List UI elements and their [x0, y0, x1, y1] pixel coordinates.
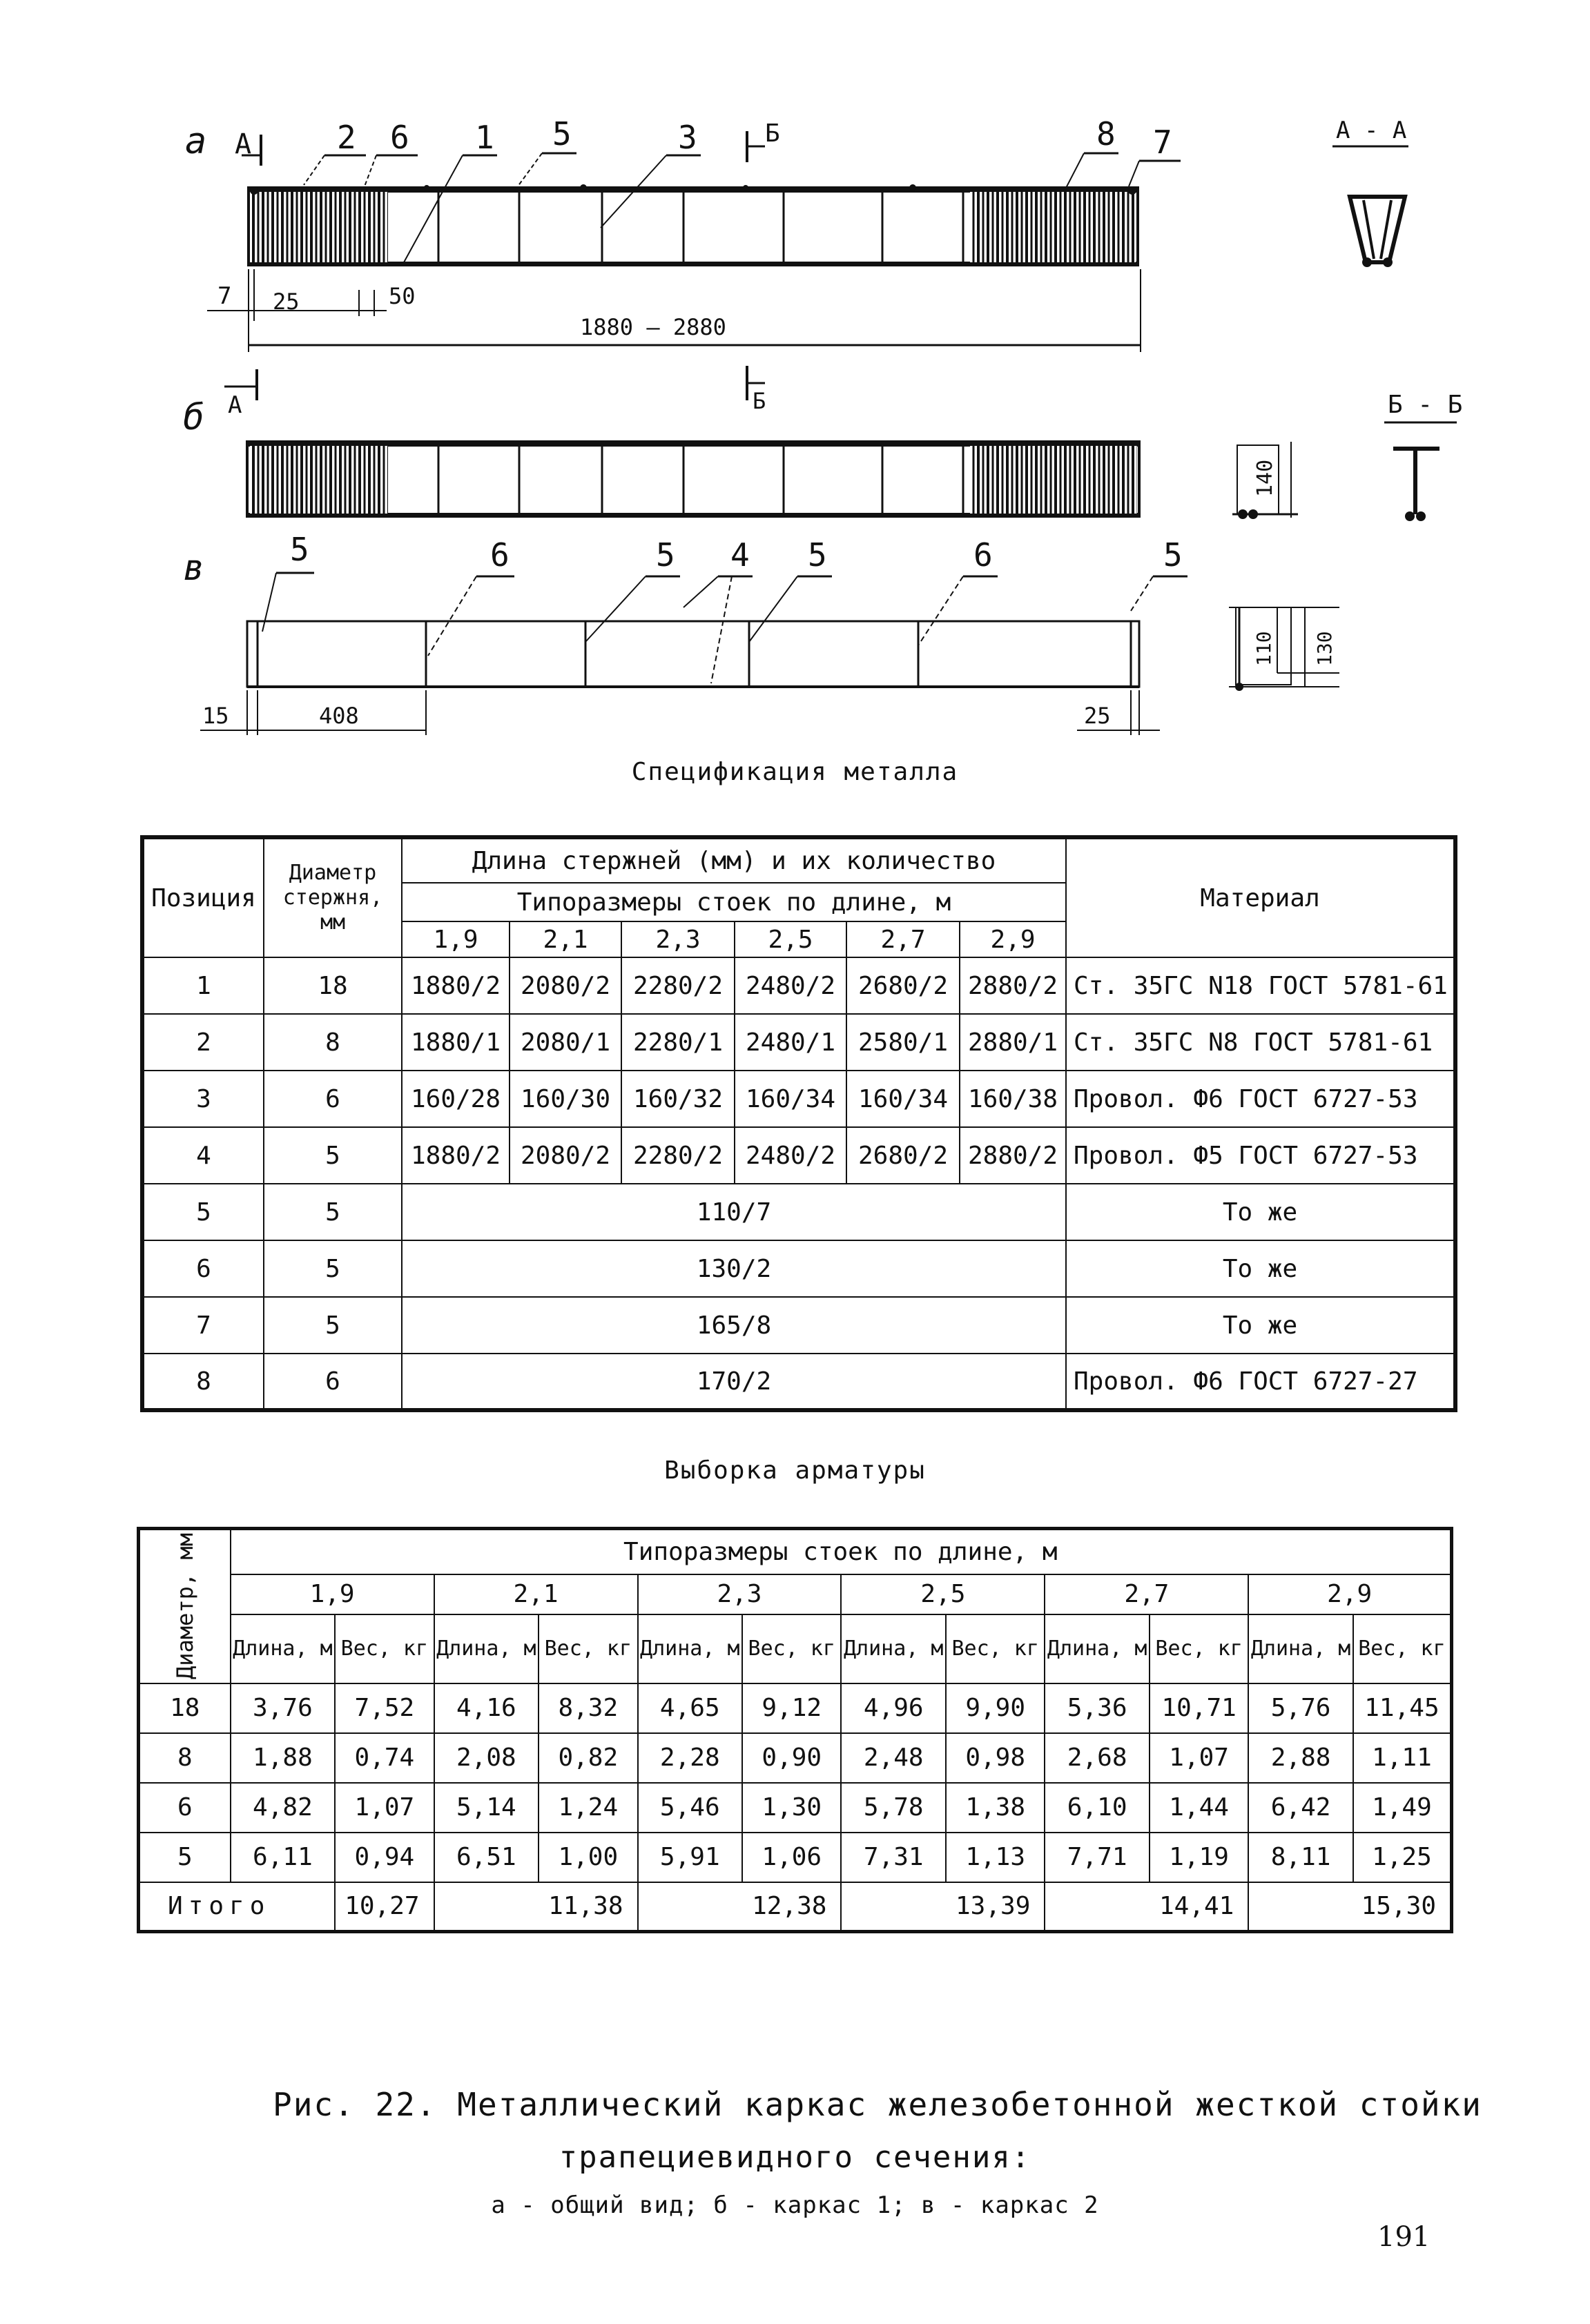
spec-dia: 5 [264, 1297, 402, 1354]
callout-8: 8 [1096, 115, 1116, 153]
spec-head-lengths: Длина стержней (мм) и их количество [402, 837, 1066, 883]
spec-head-sizes: Типоразмеры стоек по длине, м [402, 883, 1066, 921]
rebar-col: 2,5 [841, 1574, 1045, 1614]
rebar-cell: 0,94 [335, 1833, 434, 1882]
rebar-cell: 9,12 [742, 1683, 841, 1733]
table-row [142, 957, 1455, 1014]
rebar-cell: 5,76 [1248, 1683, 1353, 1733]
rebar-cell: 8,11 [1248, 1833, 1353, 1882]
rebar-cell: 6,10 [1045, 1783, 1150, 1833]
dim-length: 1880 — 2880 [580, 314, 726, 340]
table-row [139, 1683, 1452, 1733]
callout-v-4: 4 [730, 536, 750, 574]
spec-pos: 1 [142, 957, 264, 1014]
rebar-wt-head: Вес, кг [742, 1614, 841, 1683]
spec-pos: 2 [142, 1014, 264, 1071]
rebar-cell: 7,52 [335, 1683, 434, 1733]
callout-v-5b: 5 [656, 536, 675, 574]
section-mark-a-b: А [228, 391, 242, 419]
rebar-cell: 5,36 [1045, 1683, 1150, 1733]
section-mark-b-b: Б [753, 388, 766, 414]
rebar-cell: 1,38 [946, 1783, 1045, 1833]
spec-cell: 160/34 [846, 1071, 960, 1127]
spec-dia: 5 [264, 1127, 402, 1184]
spec-cell: 1880/1 [402, 1014, 510, 1071]
rebar-cell: 5,91 [638, 1833, 743, 1882]
rebar-cell: 1,00 [539, 1833, 637, 1882]
spec-material: То же [1066, 1297, 1455, 1354]
view-a [185, 115, 1181, 352]
spec-cell: 2480/2 [735, 957, 846, 1014]
rebar-cell: 11,45 [1353, 1683, 1452, 1733]
view-v-letter: в [183, 547, 205, 589]
rebar-cell: 7,31 [841, 1833, 946, 1882]
spec-material: Ст. 35ГС N18 ГОСТ 5781-61 [1066, 957, 1455, 1014]
rebar-col: 2,1 [434, 1574, 638, 1614]
rebar-wt-head: Вес, кг [1150, 1614, 1248, 1683]
dim-25: 25 [273, 289, 300, 315]
rebar-wt-head: Вес, кг [335, 1614, 434, 1683]
rebar-table [137, 1527, 1453, 1933]
rebar-cell: 1,11 [1353, 1733, 1452, 1783]
spec-merged-cell: 165/8 [402, 1297, 1066, 1354]
spec-material: Провол. Ф5 ГОСТ 6727-53 [1066, 1127, 1455, 1184]
rebar-cell: 2,68 [1045, 1733, 1150, 1783]
view-b [183, 366, 1298, 519]
rebar-wt-head: Вес, кг [539, 1614, 637, 1683]
spec-cell: 2880/2 [960, 957, 1066, 1014]
spec-pos: 4 [142, 1127, 264, 1184]
rebar-cell: 2,48 [841, 1733, 946, 1783]
view-b-letter: б [183, 397, 205, 438]
callout-v-5a: 5 [290, 531, 309, 568]
rebar-len-head: Длина, м [434, 1614, 539, 1683]
spec-cell: 2080/2 [510, 1127, 621, 1184]
spec-material: То же [1066, 1184, 1455, 1240]
callout-v-5d: 5 [1163, 536, 1183, 574]
rebar-head-diameter-text: Диаметр, мм [171, 1533, 198, 1680]
spec-merged-cell: 130/2 [402, 1240, 1066, 1297]
rebar-cell: 4,96 [841, 1683, 946, 1733]
rebar-col: 2,9 [1248, 1574, 1451, 1614]
dim-110: 110 [1252, 631, 1275, 666]
spec-col: 2,3 [621, 921, 735, 957]
rebar-cell: 1,07 [335, 1783, 434, 1833]
total-cell: 15,30 [1248, 1882, 1451, 1932]
section-bb-label: Б - Б [1388, 391, 1463, 419]
total-row [139, 1882, 1452, 1932]
rebar-col: 2,3 [638, 1574, 842, 1614]
rebar-cell: 2,88 [1248, 1733, 1353, 1783]
spec-cell: 160/30 [510, 1071, 621, 1127]
spec-cell: 160/38 [960, 1071, 1066, 1127]
rebar-title: Выборка арматуры [664, 1456, 926, 1485]
spec-cell: 2080/2 [510, 957, 621, 1014]
rebar-wt-head: Вес, кг [1353, 1614, 1452, 1683]
total-cell: 11,38 [434, 1882, 638, 1932]
spec-cell: 1880/2 [402, 1127, 510, 1184]
rebar-cell: 0,74 [335, 1733, 434, 1783]
spec-cell: 2680/2 [846, 1127, 960, 1184]
rebar-cell: 10,71 [1150, 1683, 1248, 1733]
callout-3: 3 [678, 119, 697, 156]
spec-cell: 2880/1 [960, 1014, 1066, 1071]
rebar-cell: 5,14 [434, 1783, 539, 1833]
spec-material: Провол. Ф6 ГОСТ 6727-53 [1066, 1071, 1455, 1127]
spec-head-material: Материал [1066, 837, 1455, 957]
dim-408: 408 [319, 703, 359, 729]
spec-material: То же [1066, 1240, 1455, 1297]
spec-pos: 7 [142, 1297, 264, 1354]
rebar-cell: 0,98 [946, 1733, 1045, 1783]
spec-col: 2,1 [510, 921, 621, 957]
spec-pos: 5 [142, 1184, 264, 1240]
spec-dia: 18 [264, 957, 402, 1014]
rebar-cell: 6,42 [1248, 1783, 1353, 1833]
callout-7: 7 [1153, 124, 1172, 161]
rebar-cell: 3,76 [231, 1683, 336, 1733]
rebar-cell: 0,90 [742, 1733, 841, 1783]
section-mark-a-left: А [235, 128, 252, 160]
spec-merged-cell: 170/2 [402, 1354, 1066, 1410]
section-bb [1384, 391, 1462, 521]
section-aa-label: А - А [1336, 117, 1407, 144]
spec-table [140, 835, 1457, 1412]
caption-line-3: а - общий вид; б - каркас 1; в - каркас 2 [491, 2191, 1099, 2219]
table-row [142, 1297, 1455, 1354]
rebar-cell: 8,32 [539, 1683, 637, 1733]
callout-2: 2 [337, 119, 356, 156]
spec-pos: 8 [142, 1354, 264, 1410]
table-row [139, 1733, 1452, 1783]
rebar-dia: 5 [139, 1833, 231, 1882]
rebar-cell: 1,06 [742, 1833, 841, 1882]
callout-v-5c: 5 [808, 536, 827, 574]
spec-cell: 2280/1 [621, 1014, 735, 1071]
rebar-len-head: Длина, м [1045, 1614, 1150, 1683]
total-cell: 13,39 [841, 1882, 1045, 1932]
rebar-cell: 1,19 [1150, 1833, 1248, 1882]
dim-140: 140 [1253, 459, 1277, 497]
table-row [142, 1240, 1455, 1297]
rebar-cell: 2,08 [434, 1733, 539, 1783]
dim-50: 50 [389, 283, 416, 309]
spec-cell: 2680/2 [846, 957, 960, 1014]
spec-head-diameter: Диаметр стержня, мм [264, 837, 402, 957]
rebar-cell: 1,30 [742, 1783, 841, 1833]
rebar-cell: 1,44 [1150, 1783, 1248, 1833]
table-row [142, 1184, 1455, 1240]
rebar-cell: 7,71 [1045, 1833, 1150, 1882]
caption-line-2: трапециевидного сечения: [559, 2140, 1031, 2175]
dim-7: 7 [217, 282, 232, 310]
spec-cell: 2080/1 [510, 1014, 621, 1071]
spec-dia: 6 [264, 1354, 402, 1410]
spec-title: Спецификация металла [631, 758, 959, 786]
rebar-cell: 1,13 [946, 1833, 1045, 1882]
spec-cell: 160/32 [621, 1071, 735, 1127]
rebar-cell: 5,46 [638, 1783, 743, 1833]
total-cell: 10,27 [335, 1882, 434, 1932]
spec-col: 2,7 [846, 921, 960, 957]
rebar-cell: 2,28 [638, 1733, 743, 1783]
rebar-cell: 6,51 [434, 1833, 539, 1882]
spec-material: Провол. Ф6 ГОСТ 6727-27 [1066, 1354, 1455, 1410]
spec-dia: 8 [264, 1014, 402, 1071]
view-v [183, 531, 1339, 735]
rebar-cell: 4,16 [434, 1683, 539, 1733]
table-row [142, 1071, 1455, 1127]
rebar-len-head: Длина, м [638, 1614, 743, 1683]
rebar-cell: 9,90 [946, 1683, 1045, 1733]
dim-25-v: 25 [1084, 703, 1111, 729]
spec-cell: 2480/1 [735, 1014, 846, 1071]
spec-cell: 2280/2 [621, 957, 735, 1014]
callout-v-6a: 6 [490, 536, 510, 574]
rebar-col: 2,7 [1045, 1574, 1248, 1614]
total-cell: 12,38 [638, 1882, 842, 1932]
rebar-len-head: Длина, м [841, 1614, 946, 1683]
spec-dia: 6 [264, 1071, 402, 1127]
spec-cell: 2480/2 [735, 1127, 846, 1184]
section-mark-b-top: Б [765, 119, 780, 148]
rebar-cell: 1,07 [1150, 1733, 1248, 1783]
spec-pos: 6 [142, 1240, 264, 1297]
table-row [139, 1833, 1452, 1882]
view-a-letter: а [185, 121, 207, 162]
rebar-cell: 5,78 [841, 1783, 946, 1833]
rebar-head-diameter [139, 1529, 231, 1683]
rebar-cell: 4,65 [638, 1683, 743, 1733]
spec-dia: 5 [264, 1184, 402, 1240]
spec-cell: 2580/1 [846, 1014, 960, 1071]
dim-15: 15 [202, 703, 229, 729]
rebar-col: 1,9 [231, 1574, 434, 1614]
spec-head-position: Позиция [142, 837, 264, 957]
callout-5: 5 [552, 115, 572, 153]
section-aa [1332, 117, 1408, 267]
spec-col: 2,9 [960, 921, 1066, 957]
dim-130: 130 [1313, 631, 1336, 666]
rebar-cell: 0,82 [539, 1733, 637, 1783]
page-number: 191 [1377, 2221, 1431, 2253]
callout-6: 6 [390, 119, 409, 156]
total-cell: 14,41 [1045, 1882, 1248, 1932]
total-label: Итого [139, 1882, 336, 1932]
rebar-dia: 18 [139, 1683, 231, 1733]
spec-merged-cell: 110/7 [402, 1184, 1066, 1240]
spec-cell: 1880/2 [402, 957, 510, 1014]
spec-cell: 2880/2 [960, 1127, 1066, 1184]
rebar-dia: 6 [139, 1783, 231, 1833]
rebar-cell: 1,49 [1353, 1783, 1452, 1833]
callout-1: 1 [475, 119, 494, 156]
rebar-cell: 6,11 [231, 1833, 336, 1882]
rebar-cell: 4,82 [231, 1783, 336, 1833]
spec-col: 2,5 [735, 921, 846, 957]
spec-col: 1,9 [402, 921, 510, 957]
rebar-head-sizes: Типоразмеры стоек по длине, м [231, 1529, 1452, 1574]
rebar-dia: 8 [139, 1733, 231, 1783]
rebar-cell: 1,88 [231, 1733, 336, 1783]
spec-cell: 2280/2 [621, 1127, 735, 1184]
rebar-len-head: Длина, м [231, 1614, 336, 1683]
table-row [139, 1783, 1452, 1833]
spec-dia: 5 [264, 1240, 402, 1297]
spec-cell: 160/34 [735, 1071, 846, 1127]
rebar-cell: 1,24 [539, 1783, 637, 1833]
rebar-cell: 1,25 [1353, 1833, 1452, 1882]
spec-material: Ст. 35ГС N8 ГОСТ 5781-61 [1066, 1014, 1455, 1071]
table-row [142, 1014, 1455, 1071]
table-row [142, 1127, 1455, 1184]
rebar-wt-head: Вес, кг [946, 1614, 1045, 1683]
table-row [142, 1354, 1455, 1410]
spec-pos: 3 [142, 1071, 264, 1127]
spec-cell: 160/28 [402, 1071, 510, 1127]
callout-v-6b: 6 [973, 536, 993, 574]
reinforcement-drawing [0, 0, 1590, 752]
caption-line-1: Рис. 22. Металлический каркас железобетонной жесткой стойки [273, 2086, 1482, 2123]
rebar-len-head: Длина, м [1248, 1614, 1353, 1683]
